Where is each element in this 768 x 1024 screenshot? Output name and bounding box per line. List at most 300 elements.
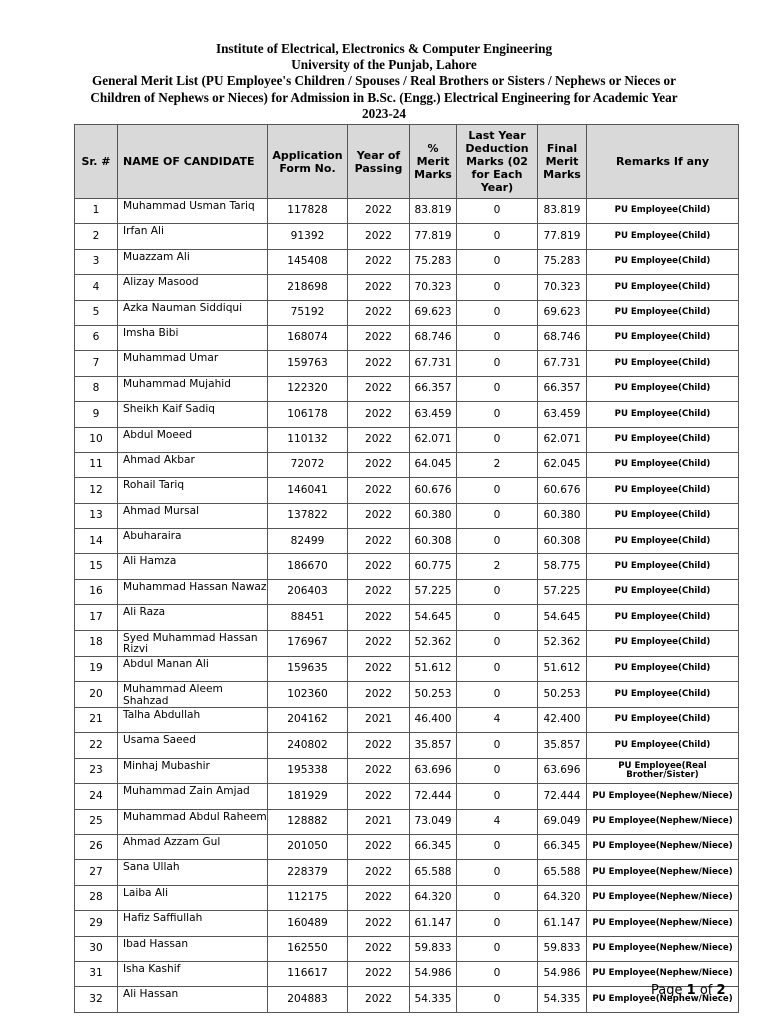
final-merit-cell: 72.444 <box>538 784 587 809</box>
application-cell: 88451 <box>268 605 348 630</box>
name-cell: Minhaj Mubashir <box>118 758 268 783</box>
serial-cell: 24 <box>75 784 118 809</box>
deduction-cell: 0 <box>457 427 538 452</box>
deduction-cell: 0 <box>457 325 538 350</box>
column-header-remarks: Remarks If any <box>587 125 739 199</box>
merit-cell: 54.335 <box>410 987 457 1012</box>
remarks-cell: PU Employee(Child) <box>587 452 739 477</box>
serial-cell: 8 <box>75 376 118 401</box>
name-cell: Muhammad Aleem Shahzad <box>118 682 268 708</box>
deduction-cell: 2 <box>457 452 538 477</box>
merit-cell: 46.400 <box>410 708 457 733</box>
final-merit-cell: 65.588 <box>538 860 587 885</box>
application-cell: 91392 <box>268 224 348 249</box>
application-cell: 72072 <box>268 452 348 477</box>
year-cell: 2022 <box>348 656 410 681</box>
year-cell: 2022 <box>348 376 410 401</box>
table-row <box>75 351 739 376</box>
name-cell: Sana Ullah <box>118 860 268 885</box>
application-cell: 159635 <box>268 656 348 681</box>
serial-cell: 3 <box>75 249 118 274</box>
academic-year: 2023-24 <box>362 105 406 121</box>
name-cell: Azka Nauman Siddiqui <box>118 300 268 325</box>
remarks-cell: PU Employee(Child) <box>587 579 739 604</box>
year-cell: 2022 <box>348 554 410 579</box>
application-cell: 75192 <box>268 300 348 325</box>
final-merit-cell: 54.335 <box>538 987 587 1012</box>
remarks-cell: PU Employee(Nephew/Niece) <box>587 784 739 809</box>
serial-cell: 13 <box>75 503 118 528</box>
table-row <box>75 682 739 708</box>
table-row <box>75 936 739 961</box>
application-cell: 218698 <box>268 275 348 300</box>
application-cell: 176967 <box>268 630 348 656</box>
serial-cell: 26 <box>75 834 118 859</box>
deduction-cell: 0 <box>457 911 538 936</box>
serial-cell: 2 <box>75 224 118 249</box>
deduction-cell: 0 <box>457 961 538 986</box>
table-row <box>75 860 739 885</box>
name-cell: Isha Kashif <box>118 961 268 986</box>
merit-cell: 57.225 <box>410 579 457 604</box>
remarks-cell: PU Employee(Child) <box>587 427 739 452</box>
merit-cell: 64.320 <box>410 885 457 910</box>
merit-cell: 65.588 <box>410 860 457 885</box>
remarks-cell: PU Employee(Child) <box>587 402 739 427</box>
merit-cell: 60.308 <box>410 529 457 554</box>
table-row <box>75 579 739 604</box>
year-cell: 2022 <box>348 325 410 350</box>
remarks-cell: PU Employee(Nephew/Niece) <box>587 809 739 834</box>
merit-cell: 35.857 <box>410 733 457 758</box>
merit-cell: 59.833 <box>410 936 457 961</box>
final-merit-cell: 63.696 <box>538 758 587 783</box>
application-cell: 102360 <box>268 682 348 708</box>
total-pages-number: 2 <box>716 983 726 998</box>
application-cell: 145408 <box>268 249 348 274</box>
year-cell: 2022 <box>348 758 410 783</box>
application-cell: 204883 <box>268 987 348 1012</box>
table-row <box>75 275 739 300</box>
deduction-cell: 0 <box>457 275 538 300</box>
name-cell: Muhammad Usman Tariq <box>118 199 268 224</box>
deduction-cell: 0 <box>457 860 538 885</box>
year-cell: 2022 <box>348 733 410 758</box>
name-cell: Ahmad Mursal <box>118 503 268 528</box>
deduction-cell: 0 <box>457 503 538 528</box>
name-cell: Ibad Hassan <box>118 936 268 961</box>
table-row <box>75 503 739 528</box>
application-cell: 181929 <box>268 784 348 809</box>
final-merit-cell: 54.986 <box>538 961 587 986</box>
remarks-cell: PU Employee(Child) <box>587 325 739 350</box>
deduction-cell: 0 <box>457 834 538 859</box>
merit-cell: 73.049 <box>410 809 457 834</box>
final-merit-cell: 62.071 <box>538 427 587 452</box>
remarks-cell: PU Employee(Child) <box>587 529 739 554</box>
application-cell: 160489 <box>268 911 348 936</box>
deduction-cell: 0 <box>457 630 538 656</box>
merit-cell: 63.696 <box>410 758 457 783</box>
serial-cell: 22 <box>75 733 118 758</box>
serial-cell: 19 <box>75 656 118 681</box>
merit-list-table <box>74 124 739 1013</box>
year-cell: 2022 <box>348 300 410 325</box>
application-cell: 117828 <box>268 199 348 224</box>
merit-cell: 72.444 <box>410 784 457 809</box>
final-merit-cell: 60.380 <box>538 503 587 528</box>
deduction-cell: 0 <box>457 224 538 249</box>
serial-cell: 29 <box>75 911 118 936</box>
final-merit-cell: 50.253 <box>538 682 587 708</box>
deduction-cell: 4 <box>457 809 538 834</box>
application-cell: 106178 <box>268 402 348 427</box>
year-cell: 2022 <box>348 784 410 809</box>
name-cell: Ali Hamza <box>118 554 268 579</box>
year-cell: 2021 <box>348 708 410 733</box>
of-word: of <box>699 983 713 998</box>
table-row <box>75 784 739 809</box>
page-indicator <box>651 983 726 998</box>
serial-cell: 30 <box>75 936 118 961</box>
deduction-cell: 0 <box>457 351 538 376</box>
final-merit-cell: 59.833 <box>538 936 587 961</box>
name-cell: Hafiz Saffiullah <box>118 911 268 936</box>
year-cell: 2021 <box>348 809 410 834</box>
deduction-cell: 0 <box>457 682 538 708</box>
table-body <box>75 199 739 1013</box>
serial-cell: 28 <box>75 885 118 910</box>
table-row <box>75 834 739 859</box>
table-row <box>75 605 739 630</box>
remarks-cell: PU Employee(Child) <box>587 224 739 249</box>
deduction-cell: 0 <box>457 376 538 401</box>
final-merit-cell: 75.283 <box>538 249 587 274</box>
final-merit-cell: 69.049 <box>538 809 587 834</box>
merit-cell: 50.253 <box>410 682 457 708</box>
name-cell: Talha Abdullah <box>118 708 268 733</box>
application-cell: 122320 <box>268 376 348 401</box>
serial-cell: 16 <box>75 579 118 604</box>
remarks-cell: PU Employee(Child) <box>587 199 739 224</box>
column-header-serial: Sr. # <box>75 125 118 199</box>
merit-cell: 60.775 <box>410 554 457 579</box>
year-cell: 2022 <box>348 834 410 859</box>
application-cell: 228379 <box>268 860 348 885</box>
serial-cell: 18 <box>75 630 118 656</box>
deduction-cell: 0 <box>457 936 538 961</box>
serial-cell: 10 <box>75 427 118 452</box>
application-cell: 195338 <box>268 758 348 783</box>
final-merit-cell: 83.819 <box>538 199 587 224</box>
remarks-cell: PU Employee(Nephew/Niece) <box>587 834 739 859</box>
year-cell: 2022 <box>348 987 410 1012</box>
merit-cell: 83.819 <box>410 199 457 224</box>
deduction-cell: 0 <box>457 300 538 325</box>
serial-cell: 9 <box>75 402 118 427</box>
column-header-year-of-passing: Year of Passing <box>348 125 410 199</box>
name-cell: Muhammad Mujahid <box>118 376 268 401</box>
remarks-cell: PU Employee(Child) <box>587 503 739 528</box>
year-cell: 2022 <box>348 402 410 427</box>
column-header-final-merit: Final Merit Marks <box>538 125 587 199</box>
merit-cell: 51.612 <box>410 656 457 681</box>
column-header-deduction-marks: Last Year Deduction Marks (02 for Each Year) <box>457 125 538 199</box>
table-row <box>75 427 739 452</box>
table-row <box>75 529 739 554</box>
current-page-number: 1 <box>686 983 696 998</box>
serial-cell: 7 <box>75 351 118 376</box>
deduction-cell: 0 <box>457 987 538 1012</box>
application-cell: 137822 <box>268 503 348 528</box>
remarks-cell: PU Employee(Nephew/Niece) <box>587 885 739 910</box>
final-merit-cell: 64.320 <box>538 885 587 910</box>
deduction-cell: 0 <box>457 885 538 910</box>
deduction-cell: 0 <box>457 529 538 554</box>
application-cell: 168074 <box>268 325 348 350</box>
application-cell: 159763 <box>268 351 348 376</box>
name-cell: Abuharaira <box>118 529 268 554</box>
serial-cell: 25 <box>75 809 118 834</box>
merit-cell: 60.380 <box>410 503 457 528</box>
merit-cell: 70.323 <box>410 275 457 300</box>
merit-cell: 61.147 <box>410 911 457 936</box>
final-merit-cell: 52.362 <box>538 630 587 656</box>
column-header-application-form: Application Form No. <box>268 125 348 199</box>
serial-cell: 15 <box>75 554 118 579</box>
deduction-cell: 0 <box>457 758 538 783</box>
final-merit-cell: 62.045 <box>538 452 587 477</box>
application-cell: 162550 <box>268 936 348 961</box>
final-merit-cell: 57.225 <box>538 579 587 604</box>
year-cell: 2022 <box>348 961 410 986</box>
table-row <box>75 452 739 477</box>
application-cell: 186670 <box>268 554 348 579</box>
table-row <box>75 961 739 986</box>
table-row <box>75 199 739 224</box>
merit-cell: 66.357 <box>410 376 457 401</box>
serial-cell: 14 <box>75 529 118 554</box>
final-merit-cell: 66.345 <box>538 834 587 859</box>
name-cell: Abdul Manan Ali <box>118 656 268 681</box>
year-cell: 2022 <box>348 579 410 604</box>
merit-cell: 66.345 <box>410 834 457 859</box>
merit-cell: 75.283 <box>410 249 457 274</box>
merit-cell: 68.746 <box>410 325 457 350</box>
table-row <box>75 911 739 936</box>
name-cell: Ali Raza <box>118 605 268 630</box>
column-header-merit-marks: % Merit Marks <box>410 125 457 199</box>
application-cell: 146041 <box>268 478 348 503</box>
serial-cell: 20 <box>75 682 118 708</box>
serial-cell: 4 <box>75 275 118 300</box>
deduction-cell: 0 <box>457 402 538 427</box>
table-row <box>75 325 739 350</box>
table-row <box>75 224 739 249</box>
serial-cell: 12 <box>75 478 118 503</box>
table-row <box>75 885 739 910</box>
final-merit-cell: 42.400 <box>538 708 587 733</box>
year-cell: 2022 <box>348 199 410 224</box>
name-cell: Syed Muhammad Hassan Rizvi <box>118 630 268 656</box>
remarks-cell: PU Employee(Real Brother/Sister) <box>587 758 739 783</box>
year-cell: 2022 <box>348 249 410 274</box>
deduction-cell: 2 <box>457 554 538 579</box>
institute-title: Institute of Electrical, Electronics & Computer Engineering <box>215 41 553 56</box>
deduction-cell: 0 <box>457 605 538 630</box>
name-cell: Usama Saeed <box>118 733 268 758</box>
final-merit-cell: 69.623 <box>538 300 587 325</box>
name-cell: Muhammad Hassan Nawaz <box>118 579 268 604</box>
name-cell: Alizay Masood <box>118 275 268 300</box>
final-merit-cell: 51.612 <box>538 656 587 681</box>
year-cell: 2022 <box>348 911 410 936</box>
table-row <box>75 733 739 758</box>
table-row <box>75 300 739 325</box>
name-cell: Muhammad Umar <box>118 351 268 376</box>
column-header-name: NAME OF CANDIDATE <box>118 125 268 199</box>
application-cell: 116617 <box>268 961 348 986</box>
serial-cell: 6 <box>75 325 118 350</box>
serial-cell: 27 <box>75 860 118 885</box>
final-merit-cell: 61.147 <box>538 911 587 936</box>
serial-cell: 11 <box>75 452 118 477</box>
table-row <box>75 554 739 579</box>
remarks-cell: PU Employee(Child) <box>587 605 739 630</box>
merit-cell: 67.731 <box>410 351 457 376</box>
year-cell: 2022 <box>348 351 410 376</box>
serial-cell: 32 <box>75 987 118 1012</box>
remarks-cell: PU Employee(Child) <box>587 275 739 300</box>
year-cell: 2022 <box>348 224 410 249</box>
remarks-cell: PU Employee(Nephew/Niece) <box>587 987 739 1012</box>
remarks-cell: PU Employee(Child) <box>587 478 739 503</box>
name-cell: Ahmad Akbar <box>118 452 268 477</box>
application-cell: 201050 <box>268 834 348 859</box>
merit-cell: 54.645 <box>410 605 457 630</box>
name-cell: Abdul Moeed <box>118 427 268 452</box>
final-merit-cell: 67.731 <box>538 351 587 376</box>
application-cell: 110132 <box>268 427 348 452</box>
final-merit-cell: 66.357 <box>538 376 587 401</box>
merit-cell: 69.623 <box>410 300 457 325</box>
application-cell: 128882 <box>268 809 348 834</box>
deduction-cell: 0 <box>457 249 538 274</box>
name-cell: Muhammad Abdul Raheem <box>118 809 268 834</box>
deduction-cell: 0 <box>457 733 538 758</box>
deduction-cell: 0 <box>457 784 538 809</box>
merit-cell: 52.362 <box>410 630 457 656</box>
table-row <box>75 758 739 783</box>
name-cell: Imsha Bibi <box>118 325 268 350</box>
list-title-line-1: General Merit List (PU Employee's Children / Spouses / Real Brothers or Sisters / Nephews or Nieces or <box>92 73 676 89</box>
merit-cell: 77.819 <box>410 224 457 249</box>
final-merit-cell: 60.308 <box>538 529 587 554</box>
name-cell: Muhammad Zain Amjad <box>118 784 268 809</box>
final-merit-cell: 54.645 <box>538 605 587 630</box>
final-merit-cell: 77.819 <box>538 224 587 249</box>
remarks-cell: PU Employee(Nephew/Niece) <box>587 936 739 961</box>
application-cell: 204162 <box>268 708 348 733</box>
deduction-cell: 0 <box>457 199 538 224</box>
year-cell: 2022 <box>348 936 410 961</box>
merit-cell: 64.045 <box>410 452 457 477</box>
table-row <box>75 376 739 401</box>
year-cell: 2022 <box>348 452 410 477</box>
application-cell: 206403 <box>268 579 348 604</box>
table-row <box>75 478 739 503</box>
merit-cell: 62.071 <box>410 427 457 452</box>
table-row <box>75 809 739 834</box>
year-cell: 2022 <box>348 503 410 528</box>
table-header-row <box>75 125 739 199</box>
remarks-cell: PU Employee(Child) <box>587 682 739 708</box>
application-cell: 82499 <box>268 529 348 554</box>
final-merit-cell: 68.746 <box>538 325 587 350</box>
remarks-cell: PU Employee(Child) <box>587 554 739 579</box>
serial-cell: 31 <box>75 961 118 986</box>
serial-cell: 17 <box>75 605 118 630</box>
name-cell: Rohail Tariq <box>118 478 268 503</box>
year-cell: 2022 <box>348 275 410 300</box>
table-row <box>75 987 739 1012</box>
year-cell: 2022 <box>348 885 410 910</box>
application-cell: 112175 <box>268 885 348 910</box>
year-cell: 2022 <box>348 860 410 885</box>
remarks-cell: PU Employee(Child) <box>587 733 739 758</box>
remarks-cell: PU Employee(Child) <box>587 351 739 376</box>
remarks-cell: PU Employee(Child) <box>587 630 739 656</box>
table-row <box>75 249 739 274</box>
page-word: Page <box>651 983 683 998</box>
name-cell: Ali Hassan <box>118 987 268 1012</box>
name-cell: Muazzam Ali <box>118 249 268 274</box>
name-cell: Ahmad Azzam Gul <box>118 834 268 859</box>
serial-cell: 5 <box>75 300 118 325</box>
year-cell: 2022 <box>348 427 410 452</box>
year-cell: 2022 <box>348 529 410 554</box>
application-cell: 240802 <box>268 733 348 758</box>
serial-cell: 21 <box>75 708 118 733</box>
remarks-cell: PU Employee(Nephew/Niece) <box>587 961 739 986</box>
list-title-line-2: Children of Nephews or Nieces) for Admission in B.Sc. (Engg.) Electrical Engineering for Academic Year <box>90 89 678 105</box>
name-cell: Sheikh Kaif Sadiq <box>118 402 268 427</box>
merit-cell: 63.459 <box>410 402 457 427</box>
table-row <box>75 708 739 733</box>
remarks-cell: PU Employee(Child) <box>587 708 739 733</box>
deduction-cell: 0 <box>457 656 538 681</box>
remarks-cell: PU Employee(Child) <box>587 376 739 401</box>
deduction-cell: 4 <box>457 708 538 733</box>
serial-cell: 23 <box>75 758 118 783</box>
final-merit-cell: 35.857 <box>538 733 587 758</box>
table-row <box>75 630 739 656</box>
remarks-cell: PU Employee(Child) <box>587 249 739 274</box>
year-cell: 2022 <box>348 478 410 503</box>
deduction-cell: 0 <box>457 579 538 604</box>
name-cell: Irfan Ali <box>118 224 268 249</box>
merit-cell: 54.986 <box>410 961 457 986</box>
deduction-cell: 0 <box>457 478 538 503</box>
name-cell: Laiba Ali <box>118 885 268 910</box>
table-row <box>75 656 739 681</box>
final-merit-cell: 60.676 <box>538 478 587 503</box>
year-cell: 2022 <box>348 630 410 656</box>
document-header <box>40 41 728 122</box>
table-row <box>75 402 739 427</box>
merit-cell: 60.676 <box>410 478 457 503</box>
year-cell: 2022 <box>348 605 410 630</box>
